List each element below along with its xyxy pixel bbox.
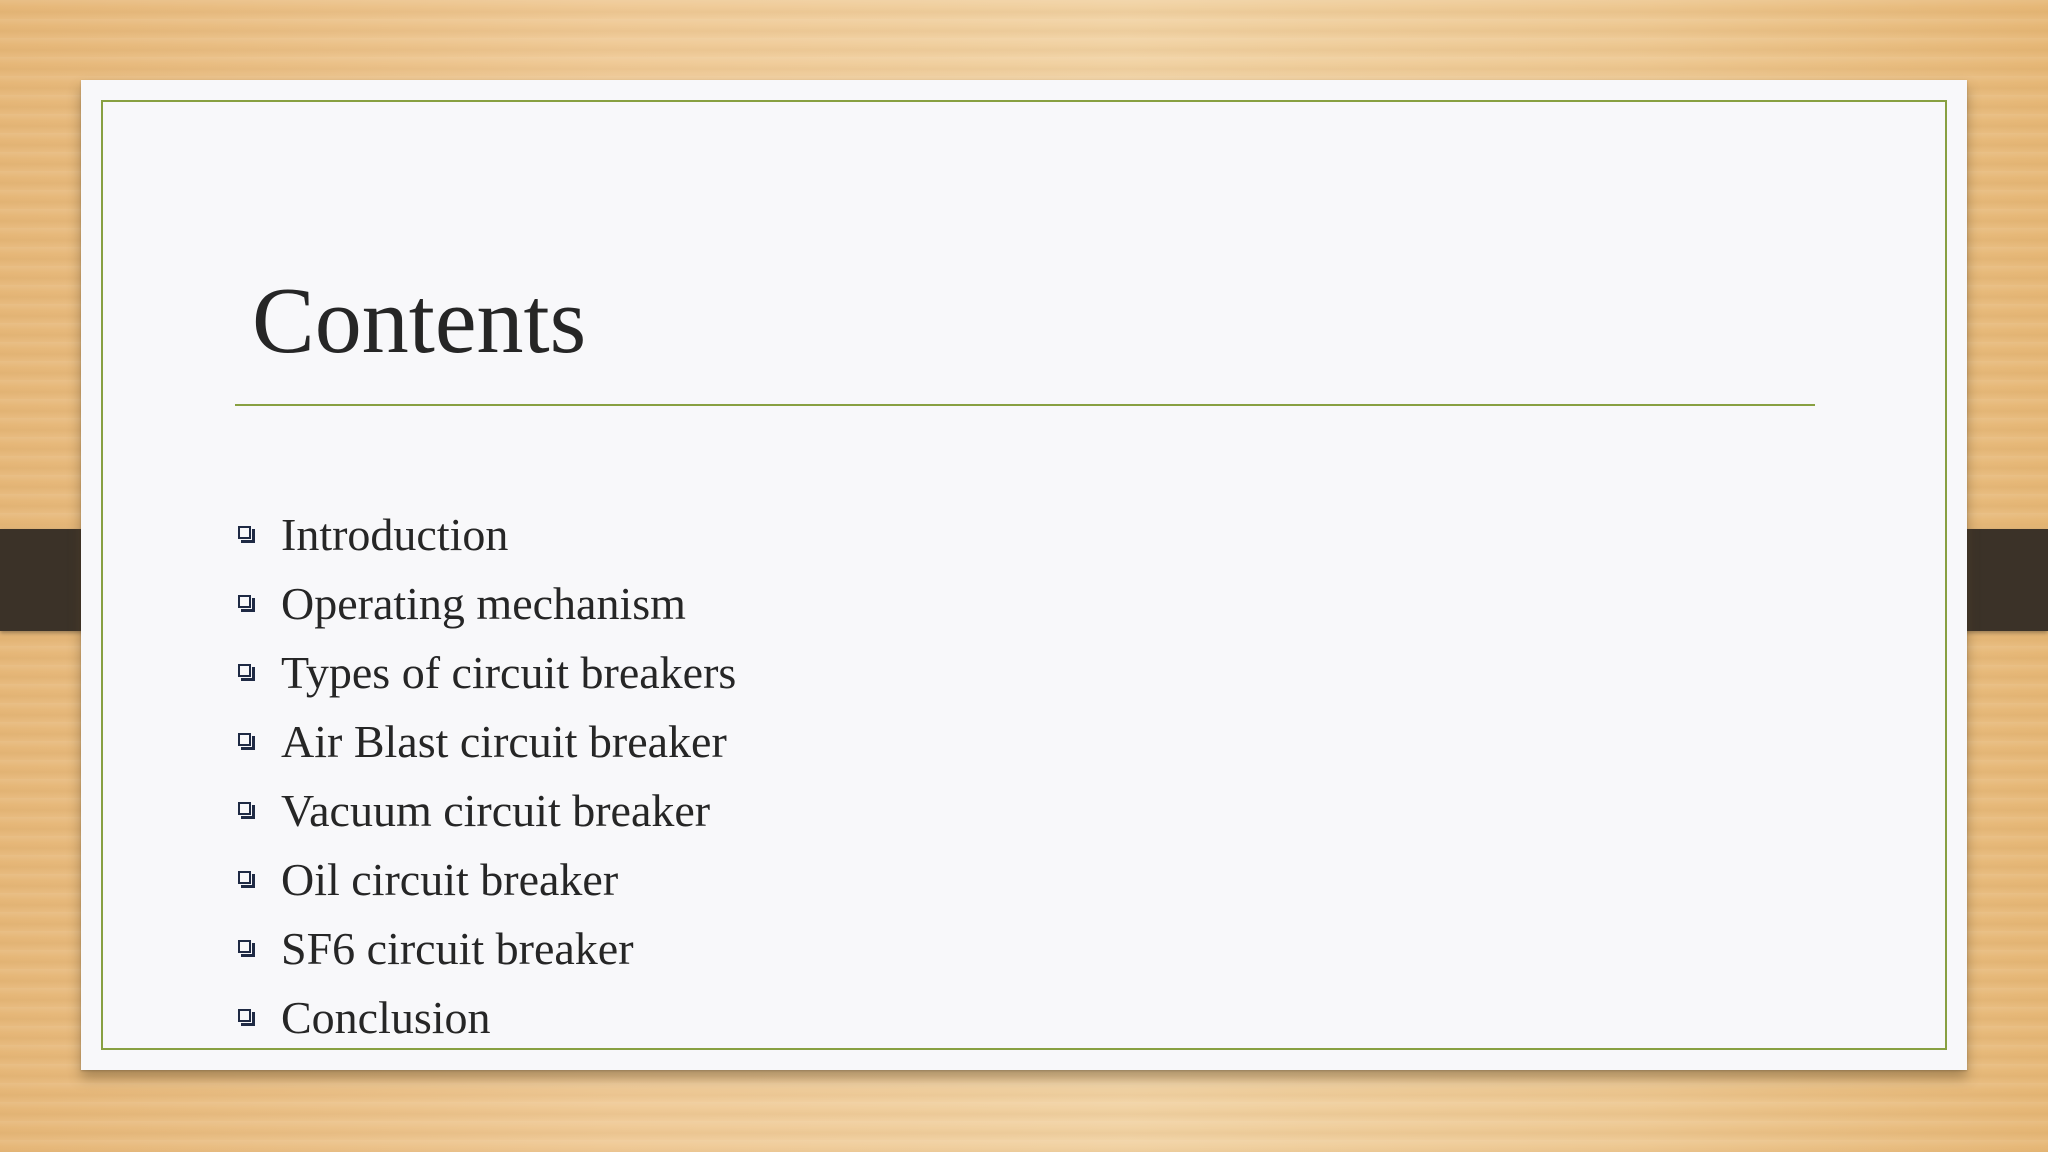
list-item-label: Operating mechanism	[281, 578, 686, 629]
list-item-label: Oil circuit breaker	[281, 854, 619, 905]
list-item	[235, 776, 736, 845]
list-item	[235, 983, 736, 1052]
list-item-label: Air Blast circuit breaker	[281, 716, 727, 767]
square-bullet-icon	[238, 940, 255, 957]
square-bullet-icon	[238, 871, 255, 888]
list-item-label: Conclusion	[281, 992, 491, 1043]
list-item-label: Types of circuit breakers	[281, 647, 737, 698]
square-bullet-icon	[238, 1009, 255, 1026]
list-item	[235, 569, 736, 638]
contents-list	[235, 500, 736, 1052]
square-bullet-icon	[238, 733, 255, 750]
list-item	[235, 638, 736, 707]
slide-title: Contents	[252, 269, 587, 373]
square-bullet-icon	[238, 664, 255, 681]
list-item-label: Introduction	[281, 509, 509, 560]
list-item-label: Vacuum circuit breaker	[281, 785, 711, 836]
list-item	[235, 707, 736, 776]
list-item	[235, 500, 736, 569]
list-item	[235, 845, 736, 914]
square-bullet-icon	[238, 802, 255, 819]
square-bullet-icon	[238, 595, 255, 612]
list-item	[235, 914, 736, 983]
slide-card	[81, 80, 1967, 1070]
list-item-label: SF6 circuit breaker	[281, 923, 634, 974]
title-divider	[235, 404, 1815, 406]
square-bullet-icon	[238, 526, 255, 543]
